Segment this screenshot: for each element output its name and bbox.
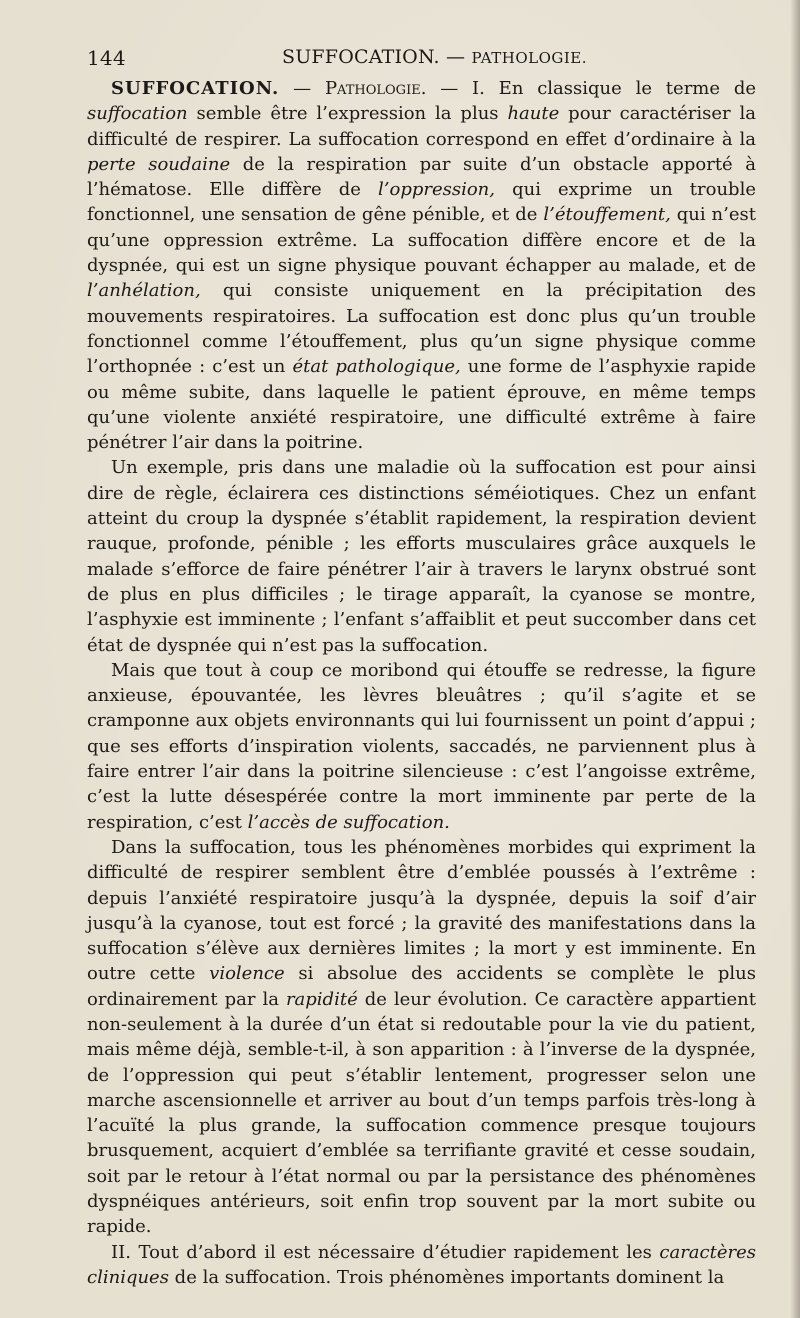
text-run: une forme de l’asphyxie rapide ou même subite, dans laquelle le patient éprouve, en même temps qu’une violente anxiété respiratoire, une difficulté extrême à faire pénétrer l’air dans la poitrine.: [87, 356, 756, 454]
italic-term: caractères cliniques: [87, 1241, 756, 1288]
italic-term: suffocation: [87, 103, 188, 125]
running-title-main: SUFFOCATION. —: [282, 46, 466, 68]
text-run: Mais que tout à coup ce moribond qui étouffe se redresse, la figure anxieuse, épouvantée, les lèvres bleuâtres ; qu’il s’agite et se cramponne aux objets environnants qui lui fournissent un point d’appui ; que ses efforts d’inspiration violents, saccadés, ne parviennent plus à faire entrer l’air dans la poitrine silencieuse : c’est l’angoisse extrême, c’est la lutte désespérée contre la mort imminente par perte de la respiration, c’est: [87, 659, 756, 833]
italic-term: état pathologique,: [292, 356, 461, 378]
text-run: de leur évolution. Ce caractère appartient non-seulement à la durée d’un état si redoutable pour la vie du patient, mais même déjà, semble-t-il, à son apparition : à l’inverse de la dyspnée, de l’oppression qui peut s’établir lentement, progresser selon une marche ascensionnelle et arriver au bout d’un temps parfois très-long à l’acuïté la plus grande, la suffocation commence presque toujours brusquement, acquiert d’emblée sa terrifiante gravité et cesse soudain, soit par le retour à l’état normal ou par la persistance des phénomènes dyspnéiques antérieurs, soit enfin trop souvent par la mort subite ou rapide.: [87, 988, 756, 1238]
italic-term: haute: [507, 103, 560, 125]
running-title-section: PATHOLOGIE.: [471, 49, 587, 67]
italic-term: l’étouffement,: [543, 204, 671, 226]
text-run: Dans la suffocation, tous les phénomènes morbides qui expriment la difficulté de respirer semblent être d’emblée poussés à l’extrême : depuis l’anxiété respiratoire jusqu’à la dyspnée, depuis la soif d’air jusqu’à la cyanose, tout est forcé ; la gravité des manifestations dans la suffocation s’élève aux dernières limites ; la mort y est imminente. En outre cette: [87, 836, 756, 985]
text-run: qui exprime un trouble fonctionnel, une sensation de gêne pénible, et de: [87, 179, 756, 226]
text-run: de la respiration par suite d’un obstacle apporté à l’hématose. Elle diffère de: [87, 153, 757, 201]
italic-term: l’anhélation,: [87, 280, 201, 302]
text-run: — I. En classique le terme de: [426, 78, 756, 99]
italic-term: rapidité: [285, 988, 358, 1010]
italic-term: l’oppression,: [378, 179, 495, 201]
text-run: II. Tout d’abord il est nécessaire d’étudier rapidement les: [111, 1241, 660, 1263]
section-label: Pathologie.: [324, 78, 427, 99]
italic-term: perte soudaine: [87, 153, 231, 175]
text-run: semble être l’expression la plus: [187, 103, 508, 125]
text-run: qui n’est qu’une oppression extrême. La suffocation diffère encore et de la dyspnée, qui est un signe physique pouvant échapper au malade, et de: [87, 204, 756, 277]
paragraph-5: [87, 1240, 756, 1291]
text-run: si absolue des accidents se complète le plus ordinairement par la: [87, 963, 756, 1010]
running-head: [87, 40, 756, 76]
italic-term: l’accès de suffocation.: [247, 811, 450, 833]
paragraph-4: [87, 835, 756, 1240]
entry-headword: SUFFOCATION.: [111, 78, 280, 99]
text-run: pour caractériser la difficulté de respirer. La suffocation correspond en effet d’ordinaire à la: [87, 103, 756, 150]
running-title: [282, 46, 587, 68]
page-number: 144: [87, 46, 126, 70]
body-text: [87, 76, 756, 1290]
text-run: de la suffocation. Trois phénomènes importants dominent la: [168, 1266, 725, 1288]
paragraph-3: [87, 658, 756, 835]
text-run: —: [279, 78, 325, 99]
text-run: qui consiste uniquement en la précipitation des mouvements respiratoires. La suffocation est donc plus qu’un trouble fonctionnel comme l’étouffement, plus qu’un signe physique comme l’orthopnée : c’est un: [87, 280, 756, 378]
italic-term: violence: [209, 963, 285, 985]
paragraph-1: [87, 76, 756, 455]
paragraph-2: Un exemple, pris dans une maladie où la suffocation est pour ainsi dire de règle, éclairera ces distinctions séméiotiques. Chez un enfant atteint du croup la dyspnée s’établit rapidement, la respiration devient rauque, profonde, pénible ; les efforts musculaires grâce auxquels le malade s’efforce de faire pénétrer l’air à travers le larynx obstrué sont de plus en plus difficiles ; le tirage apparaît, la cyanose se montre, l’asphyxie est imminente ; l’enfant s’affaiblit et peut succomber dans cet état de dyspnée qui n’est pas la suffocation.: [87, 457, 756, 656]
